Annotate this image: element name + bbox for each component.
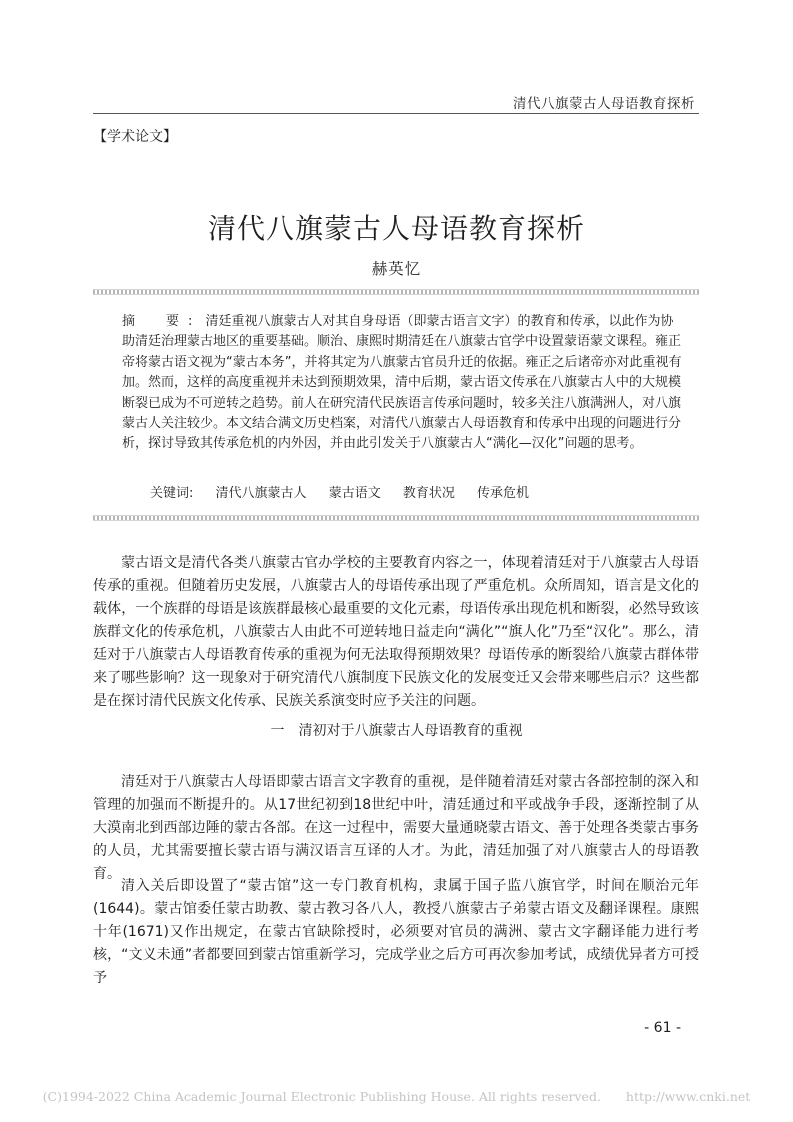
- abstract-block: [122, 312, 684, 455]
- page-number: - 61 -: [644, 1020, 681, 1036]
- article-category: 【学术论文】: [93, 129, 177, 145]
- header-rule: [93, 113, 699, 114]
- section-heading: 一 清初对于八旗蒙古人母语教育的重视: [270, 723, 523, 739]
- body-paragraph: 清入关后即设置了“蒙古馆”这一专门教育机构，隶属于国子监八旗官学，时间在顺治元年(1644)。蒙古馆委任蒙古助教、蒙古教习各八人，教授八旗蒙古子弟蒙古语文及翻译课程。康熙十年(1671)又作出规定，在蒙古官缺除授时，必须要对官员的满洲、蒙古文字翻译能力进行考核，“文义未通”者都要回到蒙古馆重新学习，完成学业之后方可再次参加考试，成绩优异者方可授予: [93, 878, 699, 986]
- abstract-text: 清廷重视八旗蒙古人对其自身母语（即蒙古语言文字）的教育和传承，以此作为协助清廷治理蒙古地区的重要基础。顺治、康熙时期清廷在八旗蒙古官学中设置蒙语蒙文课程。雍正帝将蒙古语文视为“蒙古本务”，并将其定为八旗蒙古官员升迁的依据。雍正之后诸帝亦对此重视有加。然而，这样的高度重视并未达到预期效果，清中后期，蒙古语文传承在八旗蒙古人中的大规模断裂已成为不可逆转之趋势。前人在研究清代民族语言传承问题时，较多关注八旗满洲人，对八旗蒙古人关注较少。本文结合满文历史档案，对清代八旗蒙古人母语教育和传承中出现的问题进行分析，探讨导致其传承危机的内外因，并由此引发关于八旗蒙古人“满化—汉化”问题的思考。: [122, 314, 682, 452]
- keyword: 教育状况: [402, 486, 455, 501]
- body-paragraph: 蒙古语文是清代各类八旗蒙古官办学校的主要教育内容之一，体现着清廷对于八旗蒙古人母语传承的重视。但随着历史发展，八旗蒙古人的母语传承出现了严重危机。众所周知，语言是文化的载体，一个族群的母语是该族群最核心最重要的文化元素，母语传承出现危机和断裂，必然导致该族群文化的传承危机，八旗蒙古人由此不可逆转地日益走向“满化”“旗人化”乃至“汉化”。那么，清廷对于八旗蒙古人母语教育传承的重视为何无法取得预期效果？母语传承的断裂给八旗蒙古群体带来了哪些影响？这一现象对于研究清代八旗制度下民族文化的发展变迁又会带来哪些启示？这些都是在探讨清代民族文化传承、民族关系演变时应予关注的问题。: [93, 555, 699, 709]
- body-paragraph: 清廷对于八旗蒙古人母语即蒙古语言文字教育的重视，是伴随着清廷对蒙古各部控制的深入和管理的加强而不断提升的。从17世纪初到18世纪中叶，清廷通过和平或战争手段，逐渐控制了从大漠南北到西部边陲的蒙古各部。在这一过程中，需要大量通晓蒙古语文、善于处理各类蒙古事务的人员，尤其需要擅长蒙古语与满汉语言互译的人才。为此，清廷加强了对八旗蒙古人的母语教育。: [93, 774, 699, 882]
- running-header: 清代八旗蒙古人母语教育探析: [513, 96, 695, 112]
- keyword: 传承危机: [477, 486, 530, 501]
- abstract-top-divider: [93, 289, 699, 295]
- article-author: 赫英忆: [371, 260, 422, 278]
- copyright-footer: (C)1994-2022 China Academic Journal Electronic Publishing House. All rights reserved. http://www.cnki.net: [42, 1089, 751, 1104]
- keywords-block: [150, 482, 547, 501]
- keyword: 清代八旗蒙古人: [215, 486, 307, 501]
- keyword: 蒙古语文: [328, 486, 381, 501]
- abstract-label: 摘 要:: [122, 314, 202, 329]
- abstract-bottom-divider: [93, 515, 699, 521]
- keywords-label: 关键词:: [150, 486, 194, 501]
- article-title: 清代八旗蒙古人母语教育探析: [207, 212, 585, 245]
